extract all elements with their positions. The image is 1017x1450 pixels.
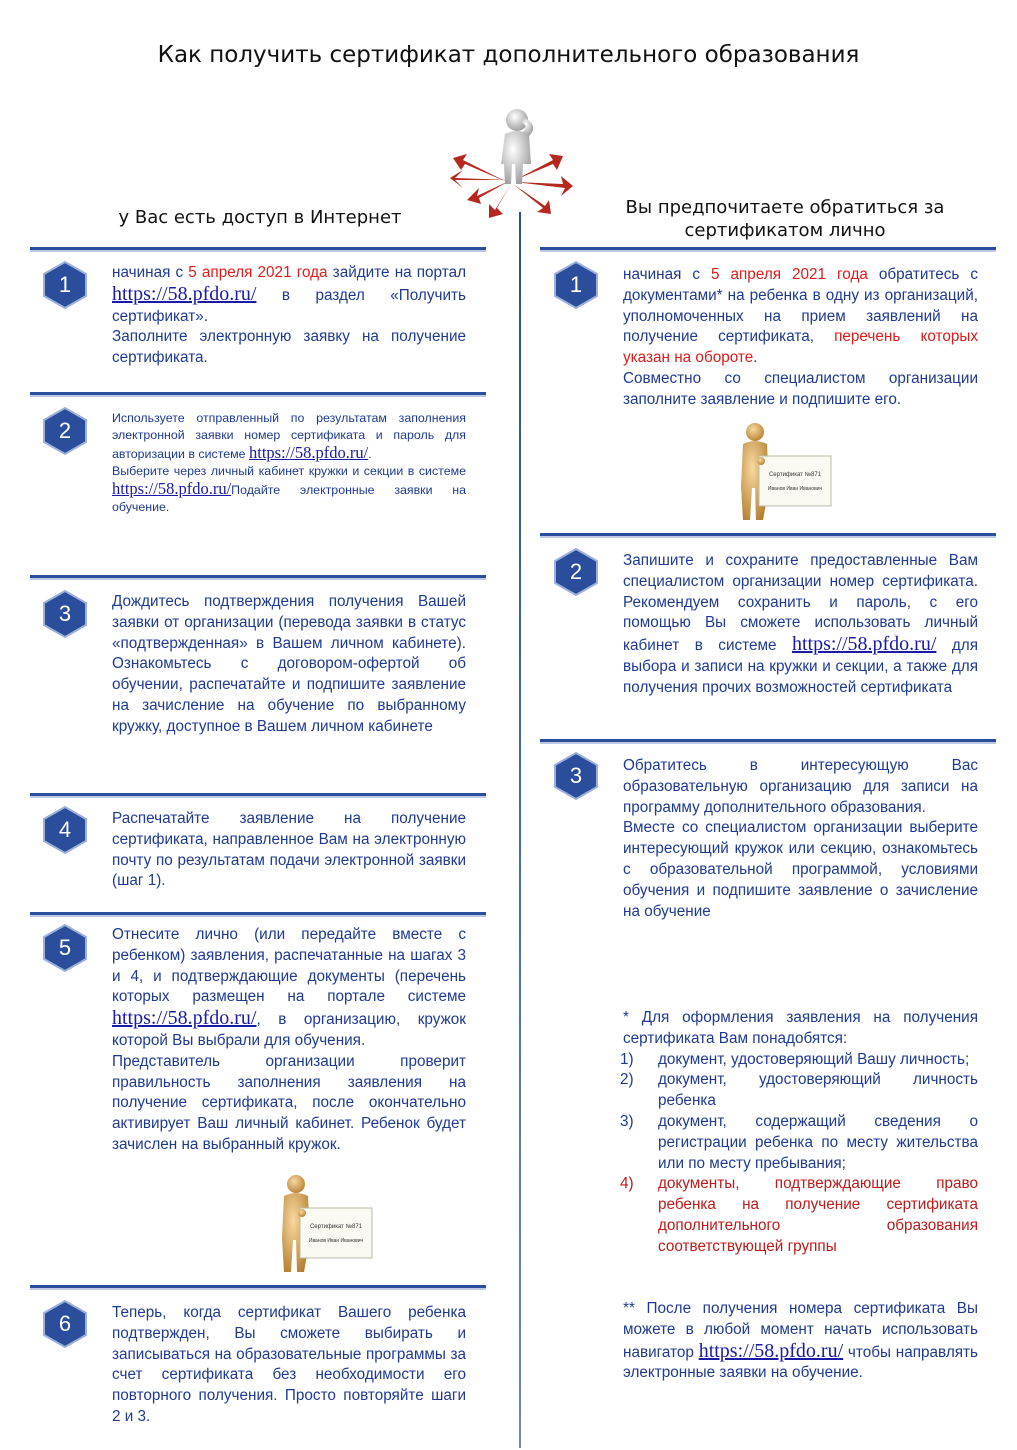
certificate-holder-text: Иванов Иван Иванович (767, 486, 823, 492)
step-separator (540, 533, 996, 536)
text-segment: . (368, 447, 372, 461)
text-segment: . (753, 349, 758, 367)
text-segment: Вместе со специалистом организации выберите интересующий кружок или секцию, ознакомьтесь с образовательной программой, условиями обучения и подпишите заявление о зачисление на обучение (623, 819, 978, 920)
text-segment: Представитель организации проверит правильность заполнения заявления на получение сертификата, после окончательно активирует Ваш личный кабинет. Ребенок будет зачислен на выбранный кружок. (112, 1052, 466, 1153)
step-number: 1 (58, 272, 72, 297)
right-step-3-text (623, 756, 978, 922)
step-number: 2 (569, 559, 583, 584)
text-segment: зайдите на портал (327, 264, 466, 281)
start-date: 5 апреля 2021 года (711, 266, 868, 283)
right-heading-line1: Вы предпочитаете обратиться за (625, 197, 945, 218)
start-date: 5 апреля 2021 года (188, 264, 328, 281)
text-segment: для выбора и записи на кружки и секции, а также для получения прочих возможностей сертификата (623, 637, 978, 696)
text-segment: начиная с (112, 264, 189, 281)
text-segment: Отнесите лично (или передайте вместе с ребенком) заявления, распечатанные на шагах 3 и 4, и подтверждающие документы (перечень которых размещен на портале системе (112, 926, 466, 1006)
step-separator (30, 912, 486, 915)
portal-link[interactable]: https://58.pfdo.ru/ (791, 633, 937, 656)
step-number: 2 (58, 418, 72, 443)
left-column-heading: у Вас есть доступ в Интернет (118, 207, 402, 228)
portal-link[interactable]: https://58.pfdo.ru/ (112, 282, 257, 305)
person-holding-certificate-illustration (735, 420, 835, 522)
step-number: 3 (58, 601, 72, 626)
text-segment: Совместно со специалистом организации заполните заявление и подпишите его. (623, 369, 978, 408)
step-number: 4 (58, 817, 72, 842)
right-step-1-text (623, 265, 978, 411)
text-segment: Подайте электронные заявки на обучение. (112, 483, 466, 514)
step-badge-right-2 (553, 548, 599, 596)
documents-required (620, 1008, 978, 1258)
left-step-5-text (112, 925, 466, 1156)
list-item (620, 1050, 978, 1071)
left-step-3-text: Дождитесь подтверждения получения Вашей заявки от организации (перевода заявки в статус «подтвержденная» в Вашем личном кабинете). Ознакомьтесь с договором-офертой об обучении, распечатайте и подпишите заявление на зачисление на обучение по выбранному кружку, доступное в Вашем личном кабинете (112, 593, 466, 735)
page-title: Как получить сертификат дополнительного образования (157, 42, 860, 68)
text-segment: начиная с (623, 266, 712, 283)
text-segment: ** После получения номера сертификата Вы можете в любой момент начать использовать навигатор (623, 1300, 978, 1361)
portal-link[interactable]: https://58.pfdo.ru/ (249, 443, 369, 462)
left-step-4-text: Распечатайте заявление на получение сертификата, направленное Вам на электронную почту по результатам подачи электронной заявки (шаг 1). (112, 810, 466, 890)
step-separator (30, 392, 486, 395)
list-number: 4) (620, 1175, 634, 1193)
left-step-1-text (112, 263, 466, 369)
text-segment: Используете отправленный по результатам заполнения электронной заявки номер сертификата и пароль для авторизации в системе (112, 411, 466, 461)
list-item (620, 1112, 978, 1174)
left-step-2-text (112, 410, 466, 516)
portal-link[interactable]: https://58.pfdo.ru/ (112, 479, 232, 498)
text-segment: Заполните электронную заявку на получение сертификата. (112, 328, 466, 367)
step-badge-left-2 (42, 407, 88, 455)
documents-intro: * Для оформления заявления на получения сертификата Вам понадобятся: (623, 1009, 978, 1047)
footnote (623, 1299, 978, 1384)
certificate-holder-text: Иванов Иван Иванович (308, 1238, 364, 1244)
step-number: 1 (569, 272, 583, 297)
right-column-heading (560, 196, 1010, 242)
step-separator (30, 1285, 486, 1288)
column-divider (519, 212, 521, 1448)
text-segment: Выберите через личный кабинет кружки и секции в системе (112, 464, 466, 478)
step-badge-left-6 (42, 1300, 88, 1348)
list-item (620, 1070, 978, 1112)
list-text: документ, удостоверяющий личность ребенка (658, 1071, 978, 1110)
step-badge-left-4 (42, 806, 88, 854)
step-separator (30, 575, 486, 578)
step-badge-right-1 (553, 261, 599, 309)
list-text: документ, удостоверяющий Вашу личность; (658, 1050, 970, 1068)
text-segment: Запишите и сохраните предоставленные Вам специалистом организации номер сертификата. Рекомендуем сохранить и пароль, с его помощью Вы сможете использовать личный кабинет в системе (623, 552, 978, 655)
text-segment: обратитесь с документами* на ребенка в одну из организаций, уполномоченных на прием заявлений на получение сертификата, (623, 266, 978, 346)
step-badge-left-5 (42, 924, 88, 972)
certificate-number-text: Сертификат №871 (768, 472, 822, 478)
right-heading-line2: сертификатом лично (684, 220, 886, 241)
text-segment: чтобы направлять электронные заявки на обучение. (623, 1343, 979, 1382)
step-separator (540, 247, 996, 250)
left-step-6-text: Теперь, когда сертификат Вашего ребенка подтвержден, Вы сможете выбирать и записываться на образовательные программы за счет сертификата без необходимости его повторного получения. Просто повторяйте шаги 2 и 3. (112, 1304, 466, 1425)
person-holding-certificate-illustration (276, 1172, 376, 1274)
step-badge-left-3 (42, 590, 88, 638)
certificate-number-text: Сертификат №871 (309, 1224, 363, 1230)
step-separator (540, 739, 996, 742)
right-step-2-text (623, 551, 978, 699)
step-number: 6 (58, 1311, 72, 1336)
portal-link[interactable]: https://58.pfdo.ru/ (698, 1339, 844, 1362)
list-number: 1) (620, 1050, 634, 1068)
list-item (620, 1174, 978, 1257)
step-separator (30, 793, 486, 796)
portal-link[interactable]: https://58.pfdo.ru/ (112, 1007, 257, 1030)
step-separator (30, 247, 486, 250)
step-badge-right-3 (553, 752, 599, 800)
person-with-arrows-illustration (445, 100, 575, 220)
list-number: 2) (620, 1071, 634, 1089)
documents-list (620, 1050, 978, 1258)
step-number: 5 (58, 935, 72, 960)
list-text: документы, подтверждающие право ребенка на получение сертификата дополнительного образования соответствующей группы (658, 1175, 978, 1255)
organizations-list-note: перечень которых указан на обороте (623, 328, 978, 367)
text-segment: в раздел «Получить сертификат». (112, 286, 466, 325)
step-number: 3 (569, 763, 583, 788)
text-segment: Обратитесь в интересующую Вас образовательную организацию для записи на программу дополнительного образования. (623, 757, 978, 816)
step-badge-left-1 (42, 261, 88, 309)
list-number: 3) (620, 1112, 634, 1130)
text-segment: , в организацию, кружок которой Вы выбрали для обучения. (112, 1011, 466, 1049)
list-text: документ, содержащий сведения о регистрации ребенка по месту жительства или по месту пребывания; (658, 1112, 978, 1172)
